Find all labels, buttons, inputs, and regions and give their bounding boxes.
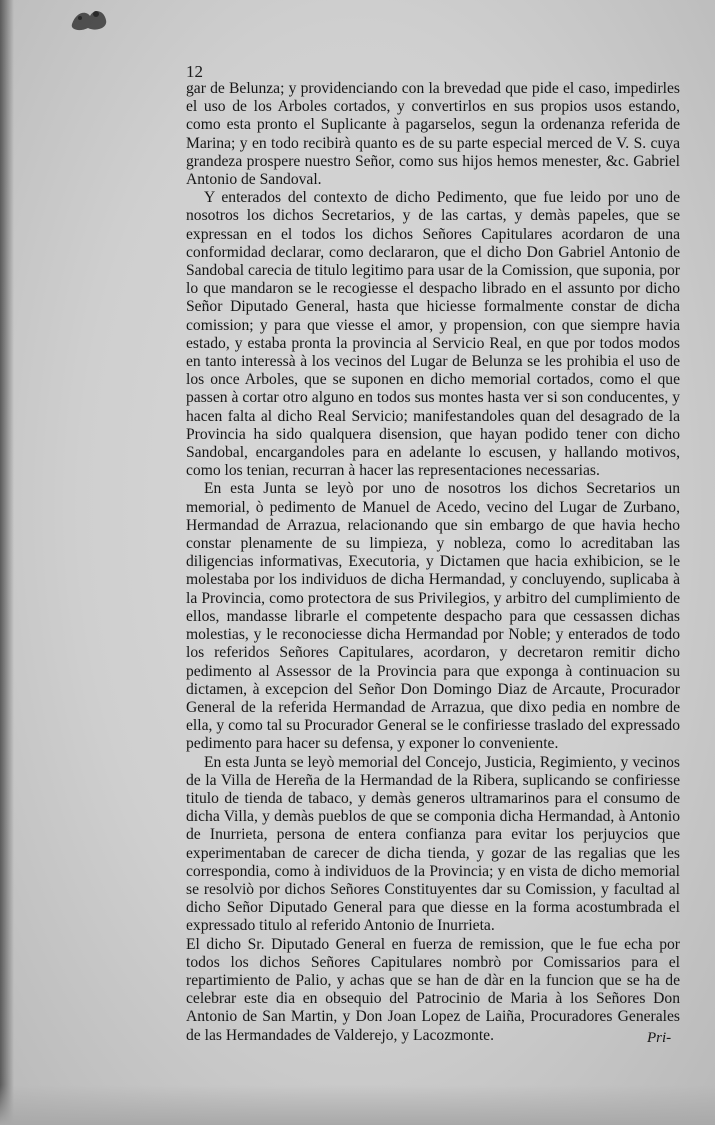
catchword: Pri- bbox=[647, 1030, 672, 1046]
paragraph-4: En esta Junta se leyò memorial del Concejo, Justicia, Regimiento, y vecinos de la Villa de Hereña de la Hermandad de la Ribera, suplicando se confiriesse titulo de tienda de tabaco, y demàs generos ultramarinos para el consumo de dicha Villa, y demàs pueblos de que se componia dicha Hermandad, à Antonio de Inurrieta, persona de entera confianza para evitar los perjuycios que experimentaban de carecer de dicha tienda, y gozar de las regalias que les correspondia, como à individuos de la Provincia; y en vista de dicho memorial se resolviò por dichos Señores Constituyentes dar su Comission, y facultad al dicho Señor Diputado General para que diesse en la forma acostumbrada el expressado titulo al referido Antonio de Inurrieta. bbox=[186, 753, 680, 935]
ink-blot-mark bbox=[66, 6, 114, 34]
paragraph-1: gar de Belunza; y providenciando con la brevedad que pide el caso, impedirles el uso de los Arboles cortados, y convertirlos en sus propios usos estando, como esta pronto el Suplicante à pagarselos, segun la ordenanza referida de Marina; y en todo recibirà quanto es de su parte especial merced de V. S. cuya grandeza prospere nuestro Señor, como sus hijos hemos menester, &c. Gabriel Antonio de Sandoval. bbox=[186, 80, 680, 189]
page-number: 12 bbox=[186, 62, 203, 81]
page-shadow-edge bbox=[0, 0, 14, 1125]
body-text bbox=[186, 80, 680, 1045]
paragraph-5: El dicho Sr. Diputado General en fuerza de remission, que le fue echa por todos los dichos Señores Capitulares nombrò por Comissarios para el repartimiento de Palio, y achas que se han de dàr en la funcion que se ha de celebrar este dia en obsequio del Patrocinio de Maria à los Señores Don Antonio de San Martin, y Don Joan Lopez de Laiña, Procuradores Generales de las Hermandades de Valderejo, y Lacozmonte. bbox=[186, 935, 680, 1044]
paragraph-2: Y enterados del contexto de dicho Pedimento, que fue leido por uno de nosotros los dichos Secretarios, y de las cartas, y demàs papeles, que se expressan en el todos los dichos Señores Capitulares acordaron de una conformidad declarar, como declararon, que el dicho Don Gabriel Antonio de Sandobal carecia de titulo legitimo para usar de la Comission, que suponia, por lo que mandaron se le recogiesse el despacho librado en el assunto por dicho Señor Diputado General, hasta que hiciesse formalmente constar de dicha comission; y para que viesse el amor, y propension, con que siempre havia estado, y estaba pronta la provincia al Servicio Real, en que por todos modos en tanto interessà à los vecinos del Lugar de Belunza se les prohibia el uso de los once Arboles, que se suponen en dicho memorial cortados, como el que passen à cortar otro alguno en todos sus montes hasta ver si son conducentes, y hacen falta al dicho Real Servicio; manifestandoles quan del desagrado de la Provincia ha sido qualquera disension, que hayan podido tener con dicho Sandobal, encargandoles para en adelante lo escusen, y hallando motivos, como los tenian, recurran à hacer las representaciones necessarias. bbox=[186, 189, 680, 480]
page-bottom-shade bbox=[0, 1085, 715, 1125]
paragraph-3: En esta Junta se leyò por uno de nosotros los dichos Secretarios un memorial, ò pedimento de Manuel de Acedo, vecino del Lugar de Zurbano, Hermandad de Arrazua, relacionando que sin embargo de que havia hecho constar plenamente de su limpieza, y nobleza, como lo acreditaban las diligencias informativas, Executoria, y Dictamen que hacia exhibicion, se le molestaba por los individuos de dicha Hermandad, y concluyendo, suplicaba à la Provincia, como protectora de sus Privilegios, y arbitro del cumplimiento de ellos, mandasse librarle el competente despacho para que cessassen dichas molestias, y le reconociesse dicha Hermandad por Noble; y enterados de todo los referidos Señores Capitulares, acordaron, y decretaron remitir dicho pedimento al Assessor de la Provincia para que exponga à continuacion su dictamen, à excepcion del Señor Don Domingo Diaz de Arcaute, Procurador General de la referida Hermandad de Arrazua, que dixo pedia en nombre de ella, y como tal su Procurador General se le confiriesse traslado del expressado pedimento para hacer su defensa, y exponer lo conveniente. bbox=[186, 480, 680, 753]
